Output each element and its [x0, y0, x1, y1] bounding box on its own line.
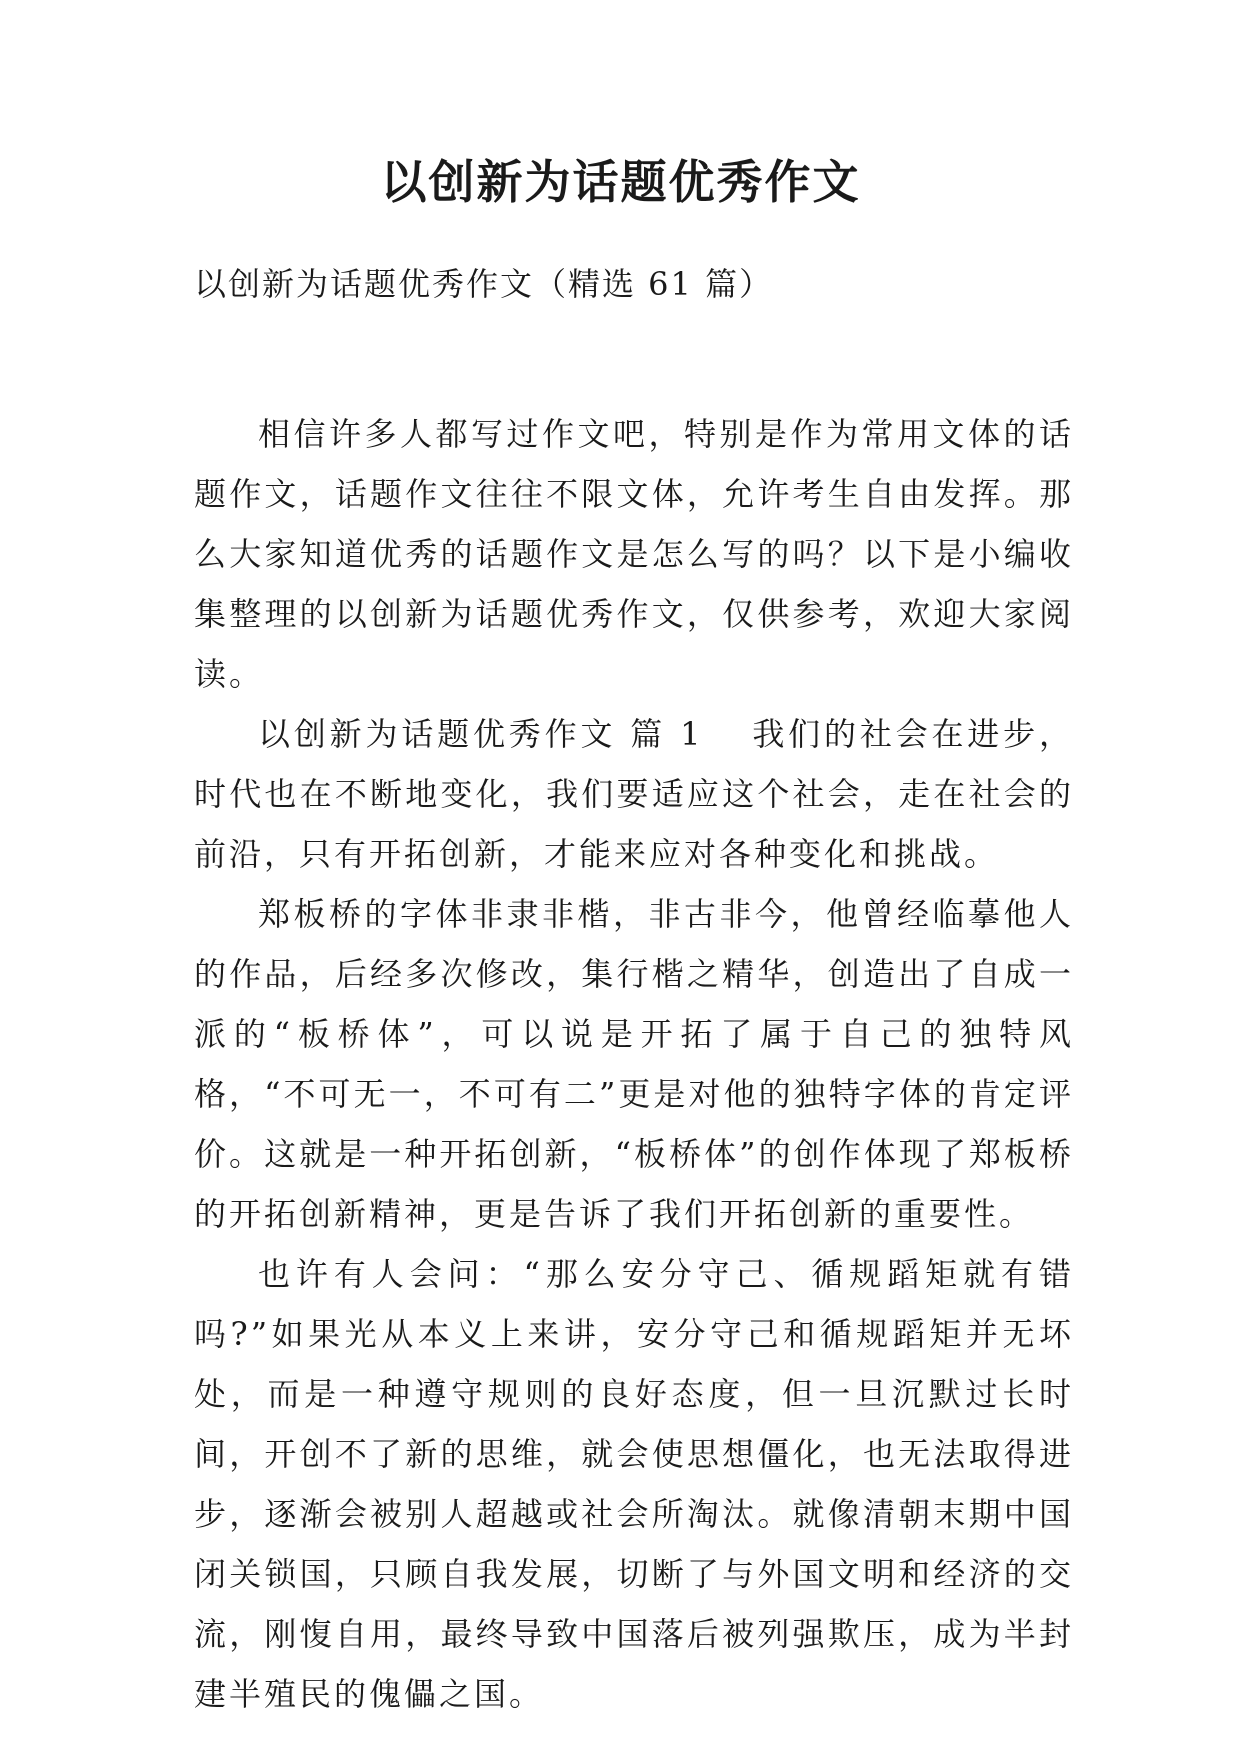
section-heading: 以创新为话题优秀作文 篇 1 — [258, 715, 704, 753]
body-paragraph-3: 也许有人会问：“那么安分守己、循规蹈矩就有错吗?”如果光从本义上来讲，安分守己和循规蹈矩并无坏处，而是一种遵守规则的良好态度，但一旦沉默过长时间，开创不了新的思维，就会使思想僵化，也无法取得进步，逐渐会被别人超越或社会所淘汰。就像清朝末期中国闭关锁国，只顾自我发展，切断了与外国文明和经济的交流，刚愎自用，最终导致中国落后被列强欺压，成为半封建半殖民的傀儡之国。 — [194, 1255, 1074, 1713]
document-body — [194, 404, 1074, 1724]
body-paragraph-2: 郑板桥的字体非隶非楷，非古非今，他曾经临摹他人的作品，后经多次修改，集行楷之精华，创造出了自成一派的“板桥体”，可以说是开拓了属于自己的独特风格，“不可无一，不可有二”更是对他的独特字体的肯定评价。这就是一种开拓创新，“板桥体”的创作体现了郑板桥的开拓创新精神，更是告诉了我们开拓创新的重要性。 — [194, 895, 1074, 1233]
page-title: 以创新为话题优秀作文 — [380, 155, 861, 209]
document-subtitle: 以创新为话题优秀作文（精选 61 篇） — [194, 265, 774, 303]
intro-paragraph: 相信许多人都写过作文吧，特别是作为常用文体的话题作文，话题作文往往不限文体，允许考生自由发挥。那么大家知道优秀的话题作文是怎么写的吗？以下是小编收集整理的以创新为话题优秀作文，仅供参考，欢迎大家阅读。 — [194, 415, 1074, 693]
section-1-paragraph — [194, 704, 1074, 884]
section-1-text: 我们的社会在进步，时代也在不断地变化，我们要适应这个社会，走在社会的前沿，只有开拓创新，才能来应对各种变化和挑战。 — [194, 715, 1074, 873]
